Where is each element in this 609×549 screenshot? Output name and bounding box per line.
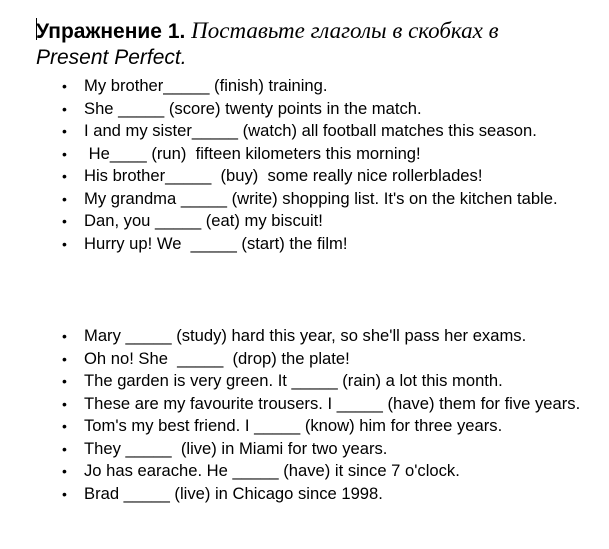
list-item [0,483,609,506]
sentence-text: Mary _____ (study) hard this year, so she'll pass her exams. [84,326,527,345]
bullet-icon: • [62,235,67,252]
sentence-text: His brother_____ (buy) some really nice rollerblades! [84,166,483,185]
bullet-icon: • [62,373,67,389]
exercise-tense: Present Perfect. [36,46,187,69]
list-item [0,460,609,483]
list-item [0,75,609,98]
sentence-text: I and my sister_____ (watch) all football matches this season. [84,121,537,140]
exercise-title-continued [36,44,601,71]
sentence-text: Tom's my best friend. I _____ (know) him for three years. [84,416,503,435]
bullet-icon: • [62,145,67,162]
bullet-icon: • [62,395,67,412]
list-item [0,348,609,371]
list-item [0,415,609,438]
list-item [0,210,609,233]
sentence-text: They _____ (live) in Miami for two years. [84,438,388,458]
list-item [0,165,609,188]
sentence-text: The garden is very green. It _____ (rain) a lot this month. [84,371,503,390]
sentence-text: Jo has earache. He _____ (have) it since 7 o'clock. [84,461,460,480]
list-item [0,188,609,211]
bullet-icon: • [62,168,67,184]
exercise-list-second [0,325,609,505]
bullet-icon: • [62,328,67,344]
bullet-icon: • [62,190,67,207]
bullet-icon: • [62,78,67,94]
list-item [0,120,609,143]
exercise-list-first [0,75,609,255]
sentence-text: She _____ (score) twenty points in the match. [84,98,422,118]
bullet-icon: • [62,440,67,457]
sentence-text: My brother_____ (finish) training. [84,76,328,95]
list-item [0,143,609,166]
bullet-icon: • [62,350,67,367]
exercise-title [36,17,601,45]
list-item [0,438,609,461]
list-item [0,325,609,348]
bullet-icon: • [62,100,67,117]
sentence-text: My grandma _____ (write) shopping list. It's on the kitchen table. [84,188,558,208]
sentence-text: He____ (run) fifteen kilometers this morning! [84,143,421,163]
sentence-text: These are my favourite trousers. I _____ (have) them for five years. [84,393,581,413]
list-item [0,98,609,121]
list-item [0,370,609,393]
list-item [0,233,609,256]
bullet-icon: • [62,418,67,434]
bullet-icon: • [62,485,67,502]
bullet-icon: • [62,463,67,479]
bullet-icon: • [62,213,67,229]
sentence-text: Brad _____ (live) in Chicago since 1998. [84,483,383,503]
bullet-icon: • [62,123,67,139]
exercise-number: Упражнение 1. [36,20,186,43]
sentence-text: Hurry up! We _____ (start) the film! [84,233,348,253]
sentence-text: Dan, you _____ (eat) my biscuit! [84,211,323,230]
list-item [0,393,609,416]
exercise-instruction: Поставьте глаголы в скобках в [191,18,499,43]
sentence-text: Oh no! She _____ (drop) the plate! [84,348,350,368]
